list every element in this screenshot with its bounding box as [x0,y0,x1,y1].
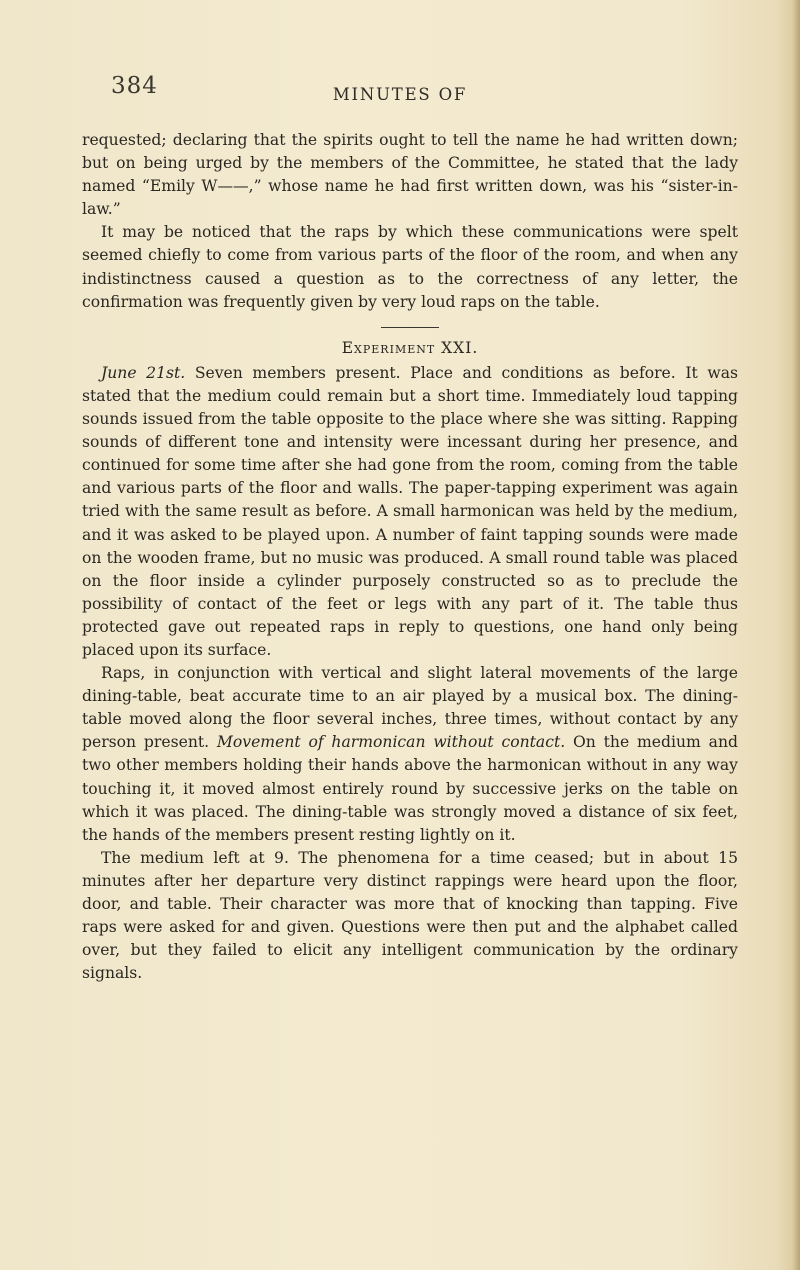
experiment-body-text: Seven members present. Place and conditions as before. It was stated that the medium could remain but a short time. Immediately loud tapping sounds issued from the table opposite to the place where she was sitting. Rapping sounds of different tone and intensity were incessant during her presence, and continued for some time after she had gone from the room, coming from the table and various parts of the floor and walls. The paper-tapping experiment was again tried with the same result as before. A small harmonican was held by the medium, and it was asked to be played upon. A number of faint tapping sounds were made on the wooden frame, but no music was produced. A small round table was placed on the floor inside a cylinder purposely constructed so as to preclude the possibility of contact of the feet or legs with any part of it. The table thus protected gave out repeated raps in reply to questions, one hand only being placed upon its surface. [82,363,738,659]
harmonican-subheading: Movement of harmonican without contact. [216,733,566,752]
section-divider [381,327,439,328]
paragraph-experiment-body [82,362,738,662]
body-text [82,129,738,985]
experiment-heading: Experiment XXI. [341,338,479,357]
paragraph-medium-left: The medium left at 9. The phenomena for a time ceased; but in about 15 minutes after her departure very distinct rappings were heard upon the floor, door, and table. Their character was more that of knocking than tapping. Five raps were asked for and given. Questions were then put and the alphabet called over, but they failed to elicit any intelligent communication by the ordinary signals. [82,848,738,983]
paragraph-continuation: requested; declaring that the spirits ought to tell the name he had written down; but on being urged by the members of the Committee, he stated that the lady named “Emily W——,” whose name he had first written down, was his “sister-in-law.” [82,131,738,219]
harmonican-text: On the medium and two other members holding their hands above the harmonican without in any way touching it, it moved almost entirely round by successive jerks on the table on which it was placed. The dining-table was strongly moved a distance of six feet, the hands of the members present resting lightly on it. [82,733,738,844]
paragraph-dining-table [82,662,738,847]
page-number: 384 [111,73,158,99]
dining-table-text: Raps, in conjunction with vertical and slight lateral movements of the large dining-table, beat accurate time to an air played by a musical box. The dining-table moved along the floor several inches, three times, without contact by any person present. [82,664,738,752]
experiment-date: June 21st. [101,363,186,382]
running-head: MINUTES OF [332,85,468,104]
page-edge-shadow [792,0,800,1270]
paragraph-raps-note: It may be noticed that the raps by which these communications were spelt seemed chiefly to come from various parts of the floor of the room, and when any indistinctness caused a question as to the correctness of any letter, the confirmation was frequently given by very loud raps on the table. [82,223,738,311]
